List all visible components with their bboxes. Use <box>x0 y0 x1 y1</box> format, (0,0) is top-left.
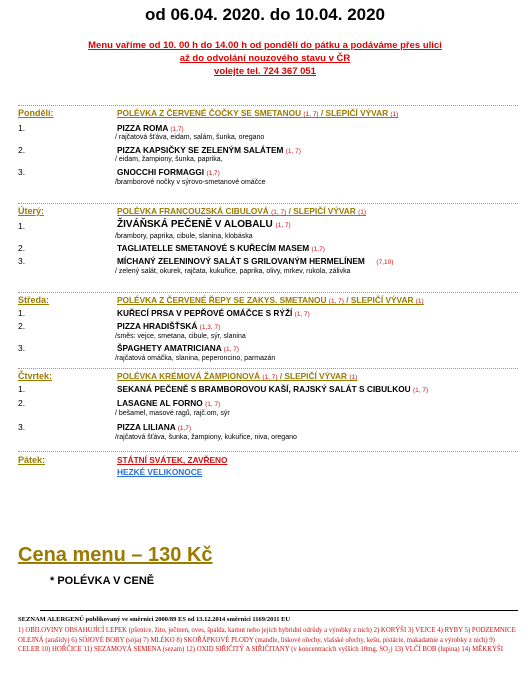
meal-number: 3. <box>18 422 26 432</box>
menu-title: od 06.04. 2020. do 10.04. 2020 <box>144 5 386 24</box>
meal-number: 1. <box>18 123 26 133</box>
meal-description: /bramborové nočky v sýrovo-smetanové omáčce <box>115 179 266 186</box>
day-label-tuesday: Úterý: <box>18 206 45 216</box>
soup-thursday: POLÉVKA KRÉMOVÁ ŽAMPIONOVÁ (1, 7) / SLEPIČÍ VÝVAR (1) <box>117 371 358 381</box>
meal-number: 3. <box>18 167 26 177</box>
soup-monday <box>117 108 398 118</box>
meal-number: 2. <box>18 321 26 331</box>
soup-separator: / <box>320 108 324 118</box>
holiday-wish: HEZKÉ VELIKONOCE <box>117 467 203 477</box>
meal-description: /brambory, paprika, cibule, slanina, klobáska <box>115 233 253 240</box>
meal-number: 3. <box>18 343 26 353</box>
day-label-friday: Pátek: <box>18 455 46 465</box>
day-label-thursday: Čtvrtek: <box>18 371 53 381</box>
meal-name: PIZZA HRADIŠŤSKÁ (1,3, 7) <box>117 321 221 331</box>
notice-line-2: až do odvolání nouzového stavu v ČR <box>179 53 351 64</box>
meal-number: 1. <box>18 308 26 318</box>
soup-2-allergens: (1) <box>390 111 399 118</box>
meal-description: / zelený salát, okurek, rajčata, kukuřice, paprika, olivy, mrkev, rukola, zálivka <box>115 268 351 275</box>
holiday-notice: STÁTNÍ SVÁTEK, ZAVŘENO <box>117 455 228 465</box>
meal-name: ŽIVÁŇSKÁ PEČENĚ V ALOBALU (1, 7) <box>117 219 291 230</box>
meal-name: PIZZA KAPSIČKY SE ZELENÝM SALÁTEM (1, 7) <box>117 145 301 155</box>
soup-1-allergens: (1, 7) <box>303 111 319 118</box>
allergen-list: 1) OBILOVINY OBSAHUJÍCÍ LEPEK (pšenice, žito, ječmen, oves, špalda, kamut nebo jejich hybridní odrůdy a výrobky z nich) 2) KORÝŠI 3) VEJCE 4) RYBY 5) PODZEMNICE OLEJNÁ (arašídy) 6) SÓJOVÉ BOBY (sója) 7) MLÉKO 8) SKOŘÁPKOVÉ PLODY (mandle, lískové ořechy, vlašské ořechy, kešu, pistácie, makadamie a výrobky z nich) 9) CELER 10) HOŘČICE 11) SEZAMOVÁ SEMENA (sezam) 12) OXID SIŘIČITÝ A SIŘIČITANY (v koncentracích vyšších 10mg, SO₂) 13) VLČÍ BOB (lupina) 14) MĚKKÝŠI <box>18 627 516 654</box>
soup-2: SLEPIČÍ VÝVAR <box>325 108 389 118</box>
meal-name: SEKANÁ PEČENĚ S BRAMBOROVOU KAŠÍ, RAJSKÝ SALÁT S CIBULKOU (1, 7) <box>117 384 429 394</box>
meal-name: PIZZA LILIANA (1,7) <box>117 422 192 432</box>
meal-number: 2. <box>18 145 26 155</box>
meal-description: /směs: vejce, smetana, cibule, sýr, slanina <box>115 333 246 340</box>
notice-line-1: Menu vaříme od 10. 00 h do 14.00 h od pondělí do pátku a podáváme přes ulici <box>88 40 442 51</box>
separator <box>18 292 518 293</box>
meal-description: /rajčatová šťáva, šunka, žampiony, kukuřice, niva, oregano <box>115 434 297 441</box>
meal-name: GNOCCHI FORMAGGI (1,7) <box>117 167 220 177</box>
day-label-wednesday: Středa: <box>18 295 50 305</box>
meal-number: 1. <box>18 221 26 231</box>
meal-name: ŠPAGHETY AMATRICIANA (1, 7) <box>117 343 239 353</box>
menu-price: Cena menu – 130 Kč <box>18 544 213 566</box>
meal-number: 2. <box>18 243 26 253</box>
notice-line-3: volejte tel. 724 367 051 <box>214 66 316 77</box>
meal-name: PIZZA ROMA (1,7) <box>117 123 184 133</box>
soup-1: POLÉVKA Z ČERVENÉ ČOČKY SE SMETANOU <box>117 108 302 118</box>
soup-wednesday: POLÉVKA Z ČERVENÉ ŘEPY SE ZAKYS. SMETANOU (1, 7) / SLEPIČÍ VÝVAR (1) <box>117 295 424 305</box>
meal-name: KUŘECÍ PRSA V PEPŘOVÉ OMÁČCE S RÝŽÍ (1, 7) <box>117 308 310 318</box>
meal-number: 2. <box>18 398 26 408</box>
meal-description: /rajčatová omáčka, slanina, peperoncino, parmazán <box>115 355 276 362</box>
meal-name: TAGLIATELLE SMETANOVÉ S KUŘECÍM MASEM (1,7) <box>117 243 325 253</box>
meal-number: 3. <box>18 256 26 266</box>
meal-description: / bešamel, masové ragů, rajč.om, sýr <box>115 410 230 417</box>
meal-description: / eidam, žampiony, šunka, paprika, <box>115 156 223 163</box>
divider <box>40 610 518 611</box>
meal-description: / rajčatová šťáva, eidam, salám, šunka, oregano <box>115 134 265 141</box>
soup-included-note: * POLÉVKA V CENĚ <box>50 575 155 587</box>
meal-name: LASAGNE AL FORNO (1, 7) <box>117 398 221 408</box>
allergen-list-title: SEZNAM ALERGENŮ publikovaný ve směrnici 2000/89 ES od 13.12.2014 směrnici 1169/2011 EU <box>18 616 291 623</box>
separator <box>18 203 518 204</box>
day-label-monday: Pondělí: <box>18 108 54 118</box>
meal-number: 1. <box>18 384 26 394</box>
soup-tuesday: POLÉVKA FRANCOUZSKÁ CIBULOVÁ (1, 7) / SLEPIČÍ VÝVAR (1) <box>117 206 367 216</box>
separator <box>18 451 518 452</box>
separator <box>18 368 518 369</box>
meal-name: MÍCHANÝ ZELENINOVÝ SALÁT S GRILOVANÝM HERMELÍNEM (7,10) <box>117 256 394 266</box>
separator <box>18 105 518 106</box>
